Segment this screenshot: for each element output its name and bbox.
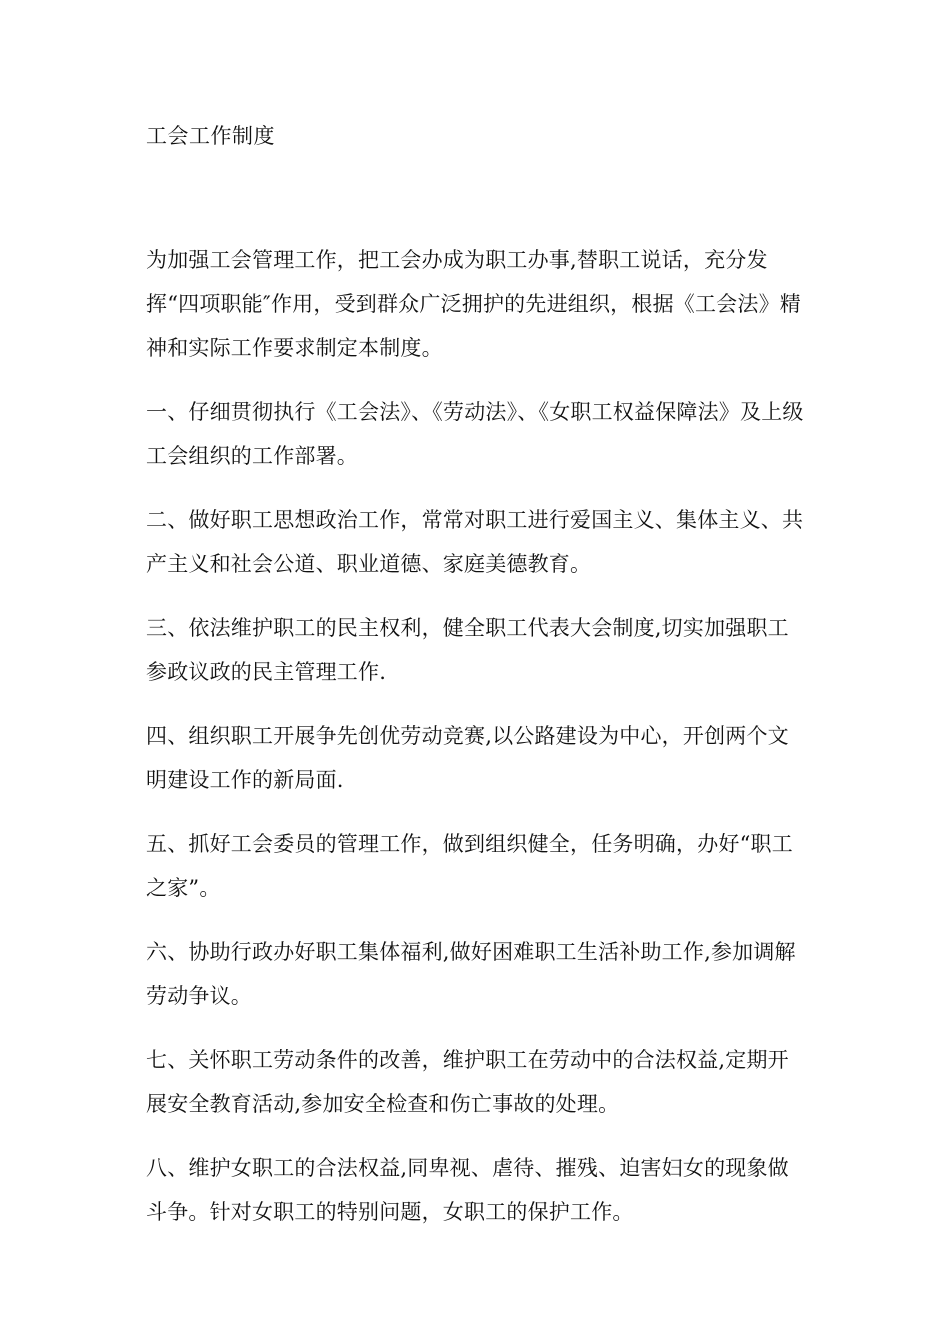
document-title: 工会工作制度 bbox=[146, 124, 275, 148]
paragraph-item-1: 一、仔细贯彻执行《工会法》、《劳动法》、《女职工权益保障法》及上级工会组织的工作部署。 bbox=[146, 400, 804, 468]
paragraph-item-6: 六、协助行政办好职工集体福利,做好困难职工生活补助工作,参加调解劳动争议。 bbox=[146, 940, 796, 1008]
document-body bbox=[146, 238, 808, 1254]
paragraph-item-3: 三、依法维护职工的民主权利，健全职工代表大会制度,切实加强职工参政议政的民主管理工作. bbox=[146, 616, 789, 684]
paragraph-item-2: 二、做好职工思想政治工作，常常对职工进行爱国主义、集体主义、共产主义和社会公道、职业道德、家庭美德教育。 bbox=[146, 508, 804, 576]
paragraph-item-8: 八、维护女职工的合法权益,同卑视、虐待、摧残、迫害妇女的现象做斗争。针对女职工的特别问题，女职工的保护工作。 bbox=[146, 1156, 789, 1224]
paragraph-item-7: 七、关怀职工劳动条件的改善，维护职工在劳动中的合法权益,定期开展安全教育活动,参加安全检查和伤亡事故的处理。 bbox=[146, 1048, 789, 1116]
paragraph-item-5: 五、抓好工会委员的管理工作，做到组织健全，任务明确，办好“职工之家”。 bbox=[146, 832, 793, 900]
paragraph-item-4: 四、组织职工开展争先创优劳动竞赛,以公路建设为中心，开创两个文明建设工作的新局面. bbox=[146, 724, 789, 792]
paragraph-intro: 为加强工会管理工作，把工会办成为职工办事,替职工说话，充分发挥“四项职能″作用，受到群众广泛拥护的先进组织，根据《工会法》精神和实际工作要求制定本制度。 bbox=[146, 248, 801, 360]
